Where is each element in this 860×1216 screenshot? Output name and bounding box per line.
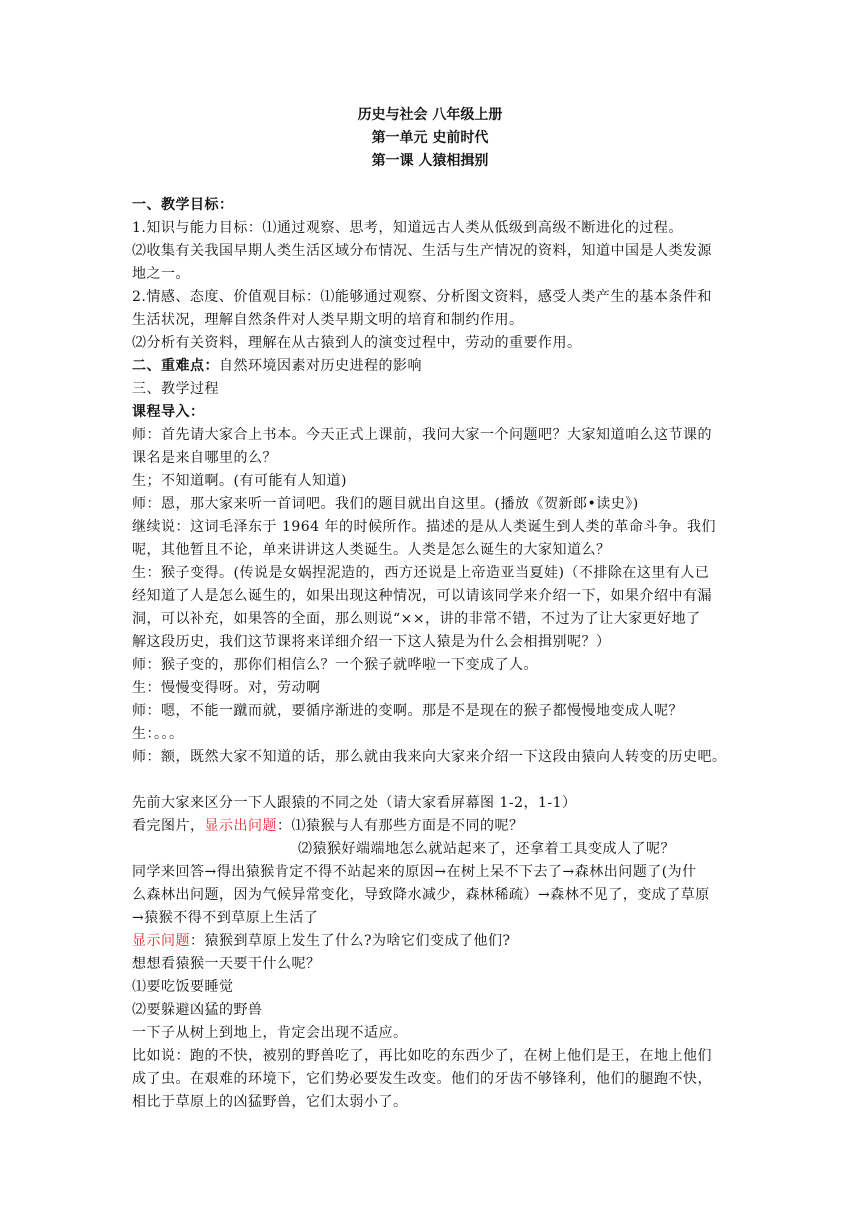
lesson-line: 先前大家来区分一下人跟猿的不同之处（请大家看屏幕图 1-2，1-1） [132, 795, 577, 811]
dialog-line: 解这段历史，我们这节课将来详细介绍一下这人猿是为什么会相揖别呢？） [132, 634, 611, 650]
lesson-line: →猿猴不得不到草原上生活了 [132, 910, 319, 926]
lesson-line: 么森林出问题，因为气候异常变化，导致降水减少，森林稀疏）→森林不见了，变成了草原 [132, 887, 710, 903]
goals-heading: 一、教学目标： [132, 197, 234, 213]
lesson-text: ：⑴猿猴与人有那些方面是不同的呢？ [277, 818, 524, 834]
goal-line: 地之一。 [132, 266, 190, 282]
dialog-line: 师：首先请大家合上书本。今天正式上课前，我问大家一个问题吧？大家知道咱么这节课的 [132, 427, 712, 443]
lesson-line: 成了虫。在艰难的环境下，它们势必要发生改变。他们的牙齿不够锋利，他们的腿跑不快， [132, 1071, 712, 1087]
lesson-line: 想想看猿猴一天要干什么呢？ [132, 956, 321, 972]
lesson-title: 第一课 人猿相揖别 [371, 153, 489, 169]
keypoint-line [132, 355, 732, 378]
lesson-text: 看完图片， [132, 818, 205, 834]
lesson-line: ⑵猿猴好端端地怎么就站起来了，还拿着工具变成人了呢？ [298, 841, 675, 857]
dialog-line: 生：慢慢变得呀。对，劳动啊 [132, 680, 321, 696]
intro-heading: 课程导入： [132, 404, 205, 420]
highlight-label: 显示出问题 [204, 818, 277, 834]
keypoint-label: 二、重难点： [132, 358, 219, 374]
dialog-line: 生：。。。 [132, 726, 184, 742]
process-heading: 三、教学过程 [132, 381, 219, 397]
lesson-line: 同学来回答→得出猿猴肯定不得不站起来的原因→在树上呆不下去了→森林出问题了(为什 [132, 864, 697, 880]
blank-line [132, 769, 732, 792]
dialog-line: 继续说：这词毛泽东于 1964 年的时候所作。描述的是从人类诞生到人类的革命斗争。我们 [132, 519, 717, 535]
dialog-line: 生；不知道啊。(有可能有人知道) [132, 473, 347, 489]
lesson-line: 比如说：跑的不快，被别的野兽吃了，再比如吃的东西少了，在树上他们是王，在地上他们 [132, 1048, 712, 1064]
dialog-line: 师：嗯，不能一蹴而就，要循序渐进的变啊。那是不是现在的猴子都慢慢地变成人呢？ [132, 703, 683, 719]
title-block [0, 104, 860, 173]
goal-line: 2.情感、态度、价值观目标：⑴能够通过观察、分析图文资料，感受人类产生的基本条件和 [132, 289, 712, 305]
course-title: 历史与社会 八年级上册 [357, 107, 503, 123]
dialog-line: 经知道了人是怎么诞生的，如果出现这种情况，可以请该同学来介绍一下，如果介绍中有漏 [132, 588, 712, 604]
goal-line: 1.知识与能力目标：⑴通过观察、思考，知道远古人类从低级到高级不断进化的过程。 [132, 220, 683, 236]
keypoint-text: 自然环境因素对历史进程的影响 [219, 358, 422, 374]
dialog-line: 师：恩，那大家来听一首词吧。我们的题目就出自这里。(播放《贺新郎•读史》) [132, 496, 639, 512]
dialog-line: 生：猴子变得。(传说是女娲捏泥造的，西方还说是上帝造亚当夏娃)（不排除在这里有人已 [132, 565, 710, 581]
lesson-line: ⑴要吃饭要睡觉 [132, 979, 234, 995]
lesson-line: 一下子从树上到地上，肯定会出现不适应。 [132, 1025, 408, 1041]
unit-title: 第一单元 史前时代 [371, 130, 489, 146]
lesson-text: ：猿猴到草原上发生了什么?为啥它们变成了他们? [190, 933, 511, 949]
goal-line: ⑵收集有关我国早期人类生活区域分布情况、生活与生产情况的资料，知道中国是人类发源 [132, 243, 712, 259]
highlight-label: 显示问题 [132, 933, 190, 949]
dialog-line: 洞，可以补充，如果答的全面，那么则说“××，讲的非常不错，不过为了让大家更好地了 [132, 611, 701, 627]
lesson-line [132, 930, 732, 953]
dialog-line: 呢，其他暂且不论，单来讲讲这人类诞生。人类是怎么诞生的大家知道么？ [132, 542, 611, 558]
dialog-line: 师：猴子变的，那你们相信么？一个猴子就哗啦一下变成了人。 [132, 657, 538, 673]
goal-line: 生活状况，理解自然条件对人类早期文明的培育和制约作用。 [132, 312, 524, 328]
lesson-line [132, 815, 732, 838]
goal-line: ⑵分析有关资料，理解在从古猿到人的演变过程中，劳动的重要作用。 [132, 335, 582, 351]
lesson-line: 相比于草原上的凶猛野兽，它们太弱小了。 [132, 1094, 408, 1110]
dialog-line: 师：额，既然大家不知道的话，那么就由我来向大家来介绍一下这段由猿向人转变的历史吧。 [132, 749, 727, 765]
lesson-line: ⑵要躲避凶猛的野兽 [132, 1002, 263, 1018]
document-body [132, 194, 732, 1114]
dialog-line: 课名是来自哪里的么？ [132, 450, 277, 466]
